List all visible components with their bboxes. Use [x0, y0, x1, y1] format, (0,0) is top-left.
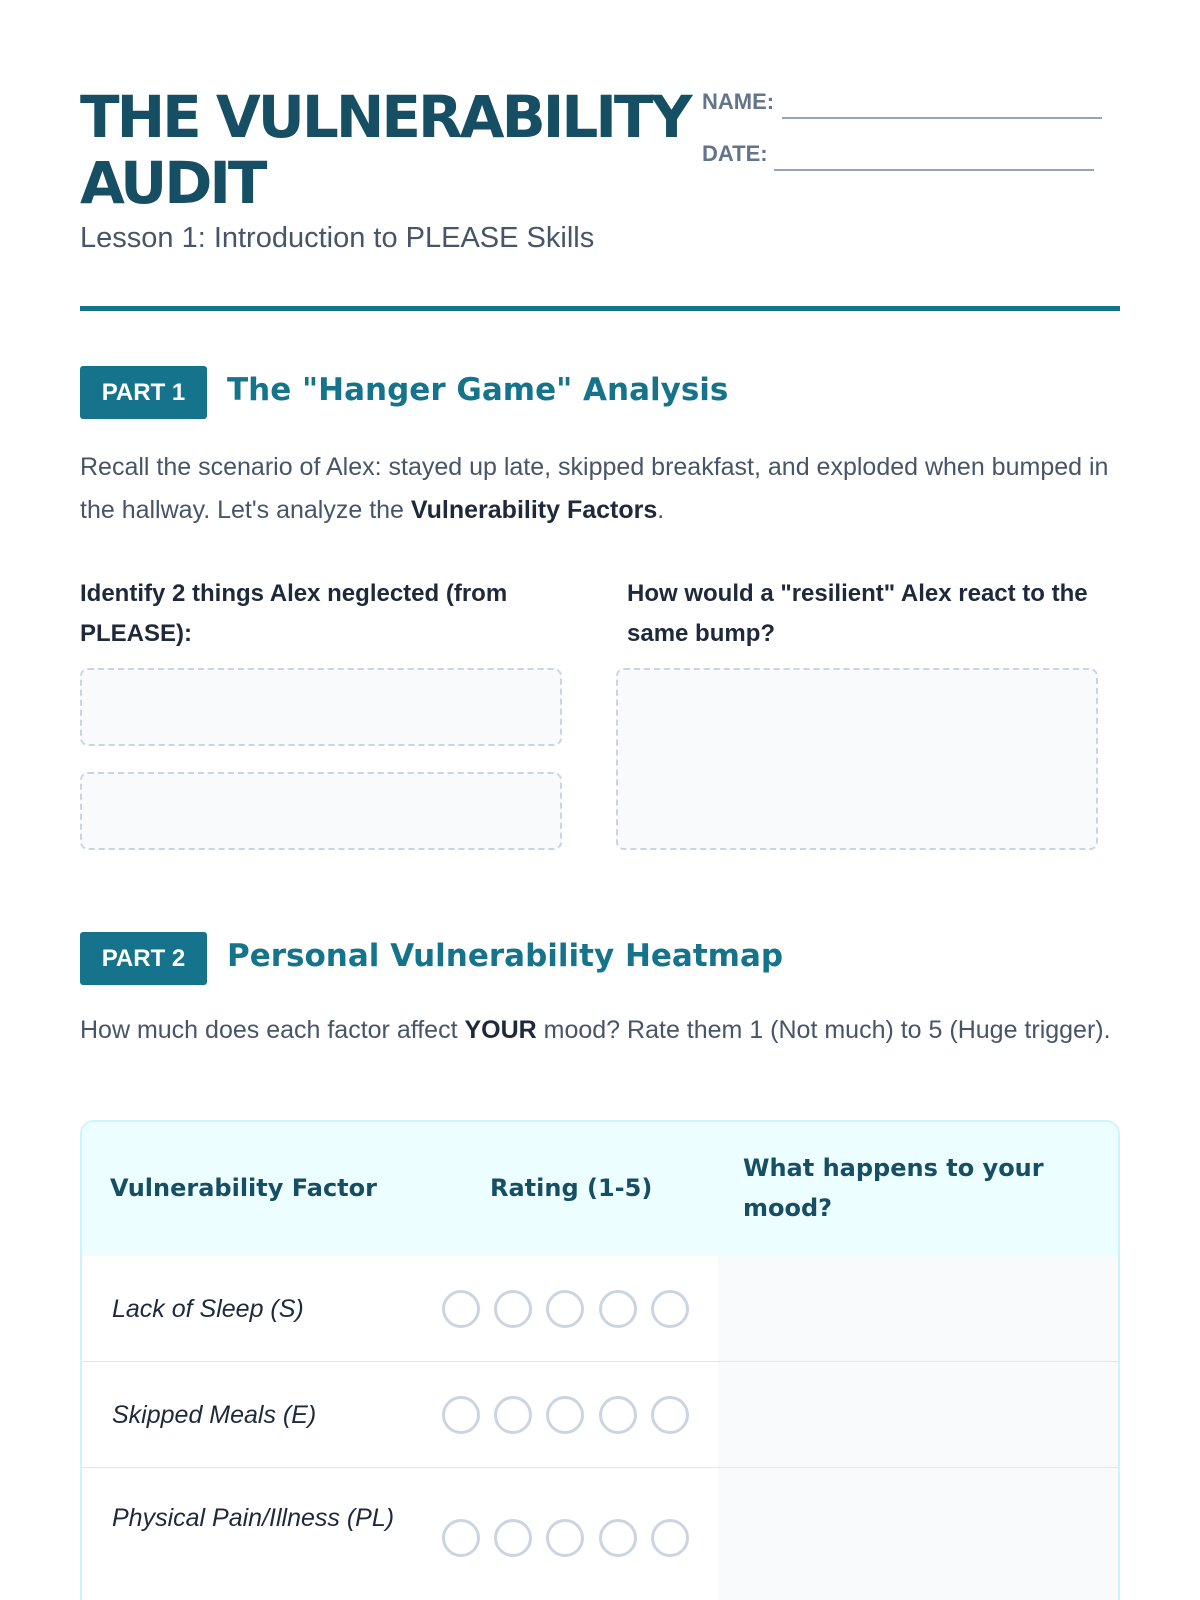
lesson-subtitle: Lesson 1: Introduction to PLEASE Skills	[80, 222, 595, 254]
rating-circle-4[interactable]	[599, 1519, 637, 1557]
date-label: DATE:	[702, 141, 768, 166]
header	[80, 0, 1120, 312]
factor-label: Physical Pain/Illness (PL)	[112, 1504, 395, 1532]
rating-circle-3[interactable]	[546, 1519, 584, 1557]
part-1-intro-text: Recall the scenario of Alex: stayed up late, skipped breakfast, and exploded when bumped in the hallway. Let's analyze the	[80, 453, 1109, 524]
rating-circle-1[interactable]	[442, 1519, 480, 1557]
part-1-intro-bold: Vulnerability Factors	[410, 496, 658, 524]
question-neglected: Identify 2 things Alex neglected (from PLEASE):	[80, 580, 508, 647]
header-mood: What happens to your mood?	[743, 1154, 1044, 1222]
answer-box-neglected-1[interactable]	[80, 668, 562, 746]
rating-circle-3[interactable]	[546, 1290, 584, 1328]
part-1-badge: PART 1	[80, 366, 207, 419]
table-header	[82, 1122, 1120, 1256]
rating-circle-5[interactable]	[651, 1290, 689, 1328]
mood-response-cell[interactable]	[718, 1468, 1120, 1600]
rating-circle-5[interactable]	[651, 1519, 689, 1557]
factor-label: Skipped Meals (E)	[112, 1401, 317, 1429]
rating-circle-2[interactable]	[494, 1519, 532, 1557]
rating-circle-4[interactable]	[599, 1290, 637, 1328]
name-field[interactable]	[782, 117, 1102, 119]
part-2-section	[80, 932, 1120, 1044]
question-resilient: How would a "resilient" Alex react to the same bump?	[627, 580, 1088, 647]
table-row	[82, 1256, 1120, 1362]
part-2-badge: PART 2	[80, 932, 207, 985]
part-1-intro-end: .	[657, 496, 665, 524]
part-2-intro-bold: YOUR	[464, 1016, 537, 1044]
header-factor: Vulnerability Factor	[110, 1174, 377, 1202]
date-row	[702, 137, 1102, 171]
header-rating: Rating (1-5)	[490, 1174, 653, 1202]
rating-circle-2[interactable]	[494, 1290, 532, 1328]
rating-circle-4[interactable]	[599, 1396, 637, 1434]
answer-box-neglected-2[interactable]	[80, 772, 562, 850]
name-label: NAME:	[702, 89, 775, 114]
name-row	[702, 85, 1102, 119]
part-1-title: The "Hanger Game" Analysis	[227, 372, 729, 408]
table-row	[82, 1468, 1120, 1600]
heatmap-table	[80, 1120, 1120, 1600]
part-2-intro	[80, 1010, 1120, 1050]
factor-label: Lack of Sleep (S)	[112, 1295, 304, 1323]
part-1-intro	[80, 446, 1120, 532]
rating-circle-1[interactable]	[442, 1396, 480, 1434]
mood-response-cell[interactable]	[718, 1362, 1120, 1467]
answer-box-resilient[interactable]	[616, 668, 1098, 850]
part-1-heading	[80, 366, 1120, 420]
part-2-intro-a: How much does each factor affect	[80, 1016, 465, 1044]
mood-response-cell[interactable]	[718, 1256, 1120, 1361]
part-2-title: Personal Vulnerability Heatmap	[227, 938, 784, 974]
part-2-heading	[80, 932, 1120, 986]
part-2-intro-b: mood? Rate them 1 (Not much) to 5 (Huge trigger).	[536, 1016, 1111, 1044]
rating-circle-3[interactable]	[546, 1396, 584, 1434]
table-row	[82, 1362, 1120, 1468]
rating-circle-2[interactable]	[494, 1396, 532, 1434]
worksheet-title: THE VULNERABILITY AUDIT	[80, 83, 690, 217]
header-divider	[80, 306, 1120, 311]
date-field[interactable]	[774, 169, 1094, 171]
rating-circle-5[interactable]	[651, 1396, 689, 1434]
rating-circle-1[interactable]	[442, 1290, 480, 1328]
part-1-section	[80, 366, 1120, 647]
